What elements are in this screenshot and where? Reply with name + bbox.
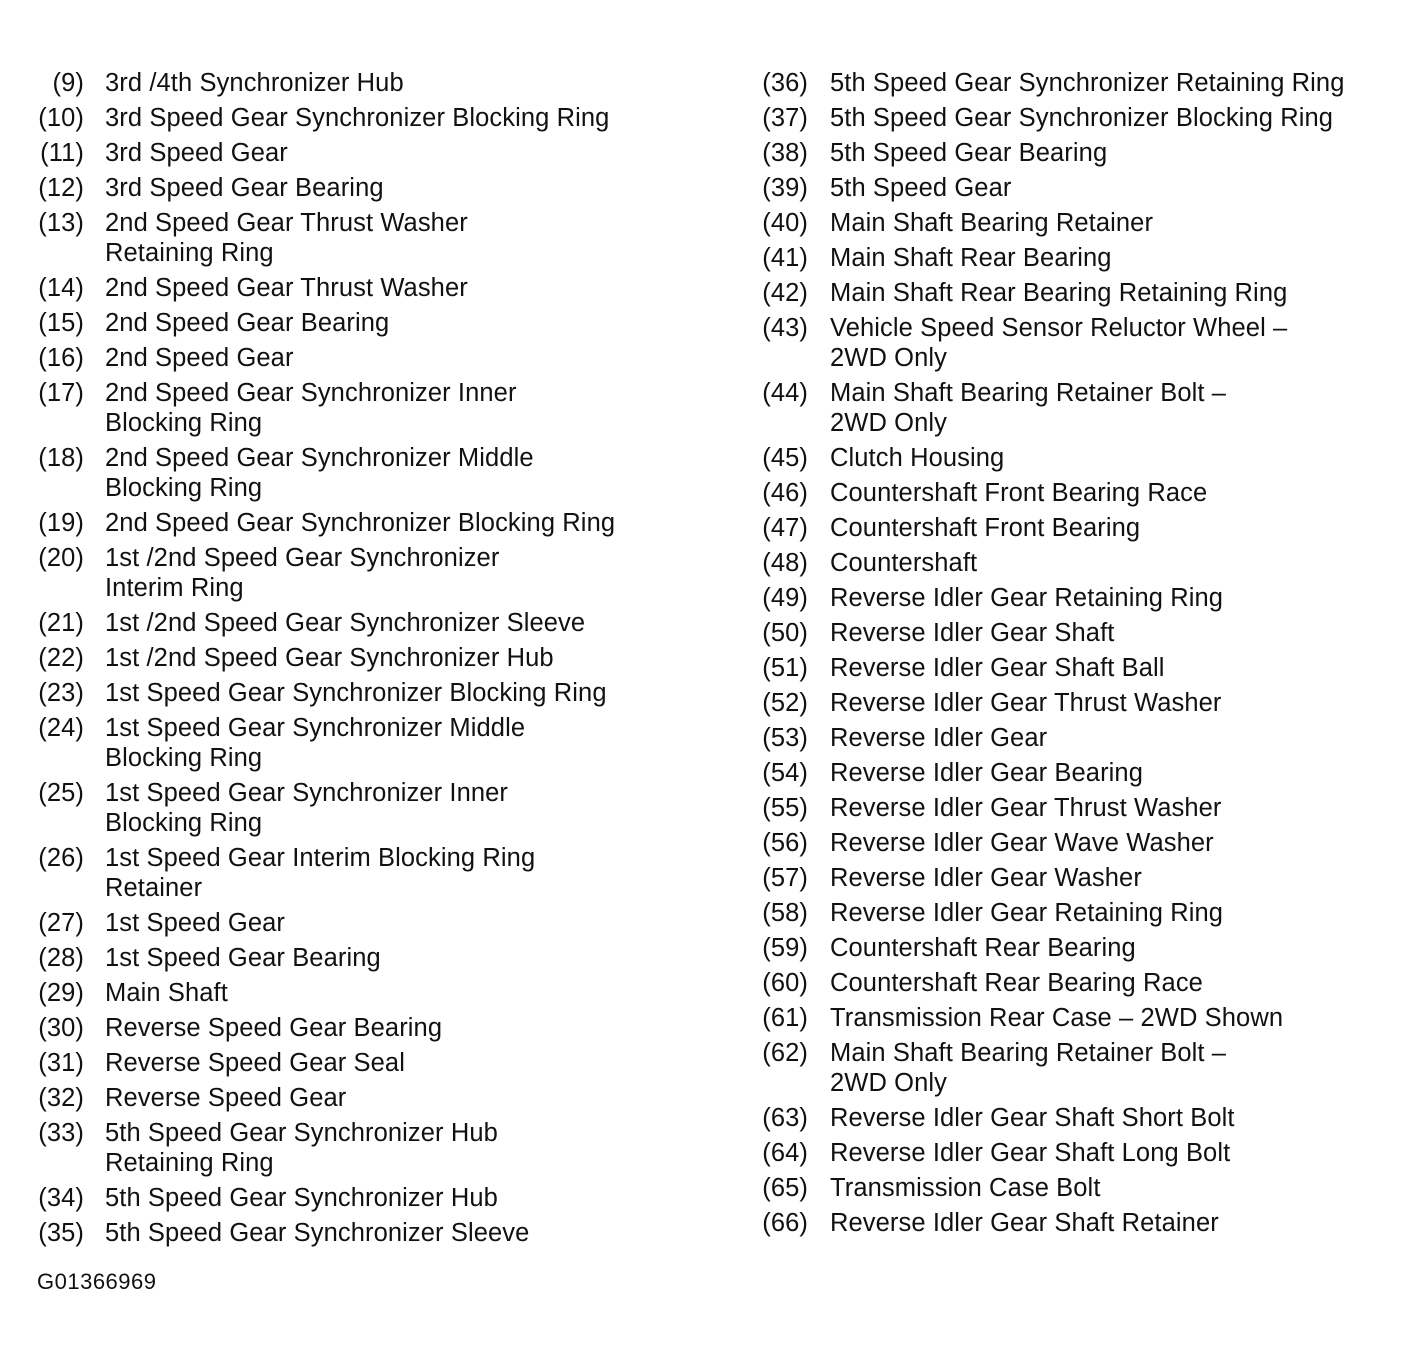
legend-item: [756, 1208, 1396, 1238]
legend-item: [30, 778, 710, 838]
legend-item-label: 2nd Speed Gear Synchronizer Middle Blocking Ring: [105, 444, 534, 502]
legend-item-number: (9): [52, 69, 84, 97]
legend-item-number: (22): [38, 644, 84, 672]
legend-item-label: Reverse Idler Gear Shaft Long Bolt: [830, 1139, 1231, 1167]
legend-item: [30, 208, 710, 268]
legend-item-number: (41): [762, 244, 808, 272]
legend-item: [30, 713, 710, 773]
legend-item-label: Main Shaft Bearing Retainer Bolt – 2WD Only: [830, 379, 1227, 437]
legend-item-number: (33): [38, 1119, 84, 1147]
legend-item-label: Reverse Speed Gear: [105, 1084, 347, 1112]
legend-item-number: (32): [38, 1084, 84, 1112]
legend-item: [756, 688, 1396, 718]
legend-item-number: (11): [40, 139, 84, 167]
legend-item-number: (17): [38, 379, 84, 407]
legend-item-number: (47): [762, 514, 808, 542]
legend-item-number: (50): [762, 619, 808, 647]
legend-item-number: (42): [762, 279, 808, 307]
legend-item-label: 3rd Speed Gear Bearing: [105, 174, 384, 202]
legend-item-label: Reverse Idler Gear Thrust Washer: [830, 794, 1222, 822]
legend-item: [756, 548, 1396, 578]
legend-item-label: Main Shaft Bearing Retainer: [830, 209, 1154, 237]
legend-item: [756, 478, 1396, 508]
legend-item-label: 1st Speed Gear Synchronizer Inner Blocking Ring: [105, 779, 509, 837]
legend-item: [756, 378, 1396, 438]
legend-item-label: 2nd Speed Gear Synchronizer Inner Blocking Ring: [105, 379, 517, 437]
legend-item-number: (63): [762, 1104, 808, 1132]
legend-item: [756, 653, 1396, 683]
legend-item-label: Vehicle Speed Sensor Reluctor Wheel – 2WD Only: [830, 314, 1288, 372]
legend-item: [30, 678, 710, 708]
legend-item-number: (35): [38, 1219, 84, 1247]
legend-item-label: Reverse Idler Gear Shaft: [830, 619, 1115, 647]
legend-item-label: 2nd Speed Gear Bearing: [105, 309, 390, 337]
legend-item-label: Countershaft Front Bearing Race: [830, 479, 1208, 507]
legend-item-label: Countershaft Rear Bearing Race: [830, 969, 1203, 997]
legend-item-label: 1st Speed Gear: [105, 909, 286, 937]
legend-item-number: (31): [38, 1049, 84, 1077]
legend-item-number: (39): [762, 174, 808, 202]
legend-item: [30, 508, 710, 538]
legend-item: [30, 138, 710, 168]
legend-item: [756, 828, 1396, 858]
legend-item-label: 5th Speed Gear Synchronizer Blocking Ring: [830, 104, 1334, 132]
legend-item: [756, 68, 1396, 98]
legend-item-label: 3rd Speed Gear: [105, 139, 288, 167]
legend-item-label: 1st Speed Gear Synchronizer Blocking Ring: [105, 679, 607, 707]
legend-item-label: 1st /2nd Speed Gear Synchronizer Interim Ring: [105, 544, 500, 602]
legend-item-number: (13): [38, 209, 84, 237]
legend-item-label: 5th Speed Gear Synchronizer Sleeve: [105, 1219, 530, 1247]
legend-item-number: (58): [762, 899, 808, 927]
legend-item: [30, 1048, 710, 1078]
legend-item-number: (18): [38, 444, 84, 472]
legend-item-label: 2nd Speed Gear Synchronizer Blocking Ring: [105, 509, 616, 537]
legend-item: [756, 313, 1396, 373]
legend-item-number: (38): [762, 139, 808, 167]
legend-item-number: (14): [38, 274, 84, 302]
legend-item: [756, 1003, 1396, 1033]
legend-item: [756, 863, 1396, 893]
legend-item-label: 2nd Speed Gear: [105, 344, 294, 372]
legend-item-label: 5th Speed Gear Synchronizer Hub Retaining Ring: [105, 1119, 498, 1177]
legend-item-label: 1st /2nd Speed Gear Synchronizer Sleeve: [105, 609, 586, 637]
legend-item-number: (51): [762, 654, 808, 682]
legend-item: [30, 643, 710, 673]
legend-item: [30, 308, 710, 338]
legend-item-number: (61): [762, 1004, 808, 1032]
legend-item-label: Reverse Speed Gear Bearing: [105, 1014, 443, 1042]
legend-item: [30, 978, 710, 1008]
legend-item: [756, 968, 1396, 998]
legend-item-label: Reverse Idler Gear Thrust Washer: [830, 689, 1222, 717]
legend-item-number: (21): [38, 609, 84, 637]
legend-item-number: (23): [38, 679, 84, 707]
legend-item: [756, 793, 1396, 823]
legend-item-label: Countershaft Front Bearing: [830, 514, 1141, 542]
legend-item: [756, 443, 1396, 473]
legend-item-label: Reverse Speed Gear Seal: [105, 1049, 405, 1077]
legend-item: [756, 173, 1396, 203]
legend-item-number: (20): [38, 544, 84, 572]
legend-item-label: Countershaft: [830, 549, 978, 577]
legend-item: [30, 1013, 710, 1043]
legend-item-label: 1st Speed Gear Bearing: [105, 944, 381, 972]
legend-item-number: (66): [762, 1209, 808, 1237]
legend-item-label: Main Shaft Bearing Retainer Bolt – 2WD Only: [830, 1039, 1227, 1097]
legend-item-number: (55): [762, 794, 808, 822]
legend-item: [30, 443, 710, 503]
legend-item-number: (37): [762, 104, 808, 132]
legend-item-number: (65): [762, 1174, 808, 1202]
legend-item-label: Transmission Case Bolt: [830, 1174, 1101, 1202]
legend-item-label: Reverse Idler Gear Shaft Retainer: [830, 1209, 1219, 1237]
legend-item-number: (52): [762, 689, 808, 717]
legend-item-label: 3rd Speed Gear Synchronizer Blocking Ring: [105, 104, 610, 132]
legend-item: [756, 1138, 1396, 1168]
legend-item-number: (64): [762, 1139, 808, 1167]
legend-item-label: 5th Speed Gear Bearing: [830, 139, 1108, 167]
legend-item: [30, 273, 710, 303]
legend-item-number: (26): [38, 844, 84, 872]
legend-item-number: (36): [762, 69, 808, 97]
legend-item: [756, 618, 1396, 648]
legend-item-number: (56): [762, 829, 808, 857]
legend-item: [756, 1103, 1396, 1133]
legend-item: [756, 1038, 1396, 1098]
legend-item-label: Reverse Idler Gear Washer: [830, 864, 1142, 892]
legend-item-number: (57): [762, 864, 808, 892]
legend-item: [30, 173, 710, 203]
legend-item-label: 5th Speed Gear: [830, 174, 1012, 202]
legend-item: [756, 513, 1396, 543]
legend-item-number: (46): [762, 479, 808, 507]
legend-item: [756, 278, 1396, 308]
legend-item: [756, 723, 1396, 753]
legend-item-label: 3rd /4th Synchronizer Hub: [105, 69, 404, 97]
legend-item: [30, 1118, 710, 1178]
legend-item-number: (30): [38, 1014, 84, 1042]
legend-item-number: (15): [38, 309, 84, 337]
legend-item: [30, 343, 710, 373]
legend-item-number: (53): [762, 724, 808, 752]
legend-column-left: [30, 68, 710, 1253]
legend-item: [756, 583, 1396, 613]
legend-item: [30, 1083, 710, 1113]
legend-item-label: Reverse Idler Gear Shaft Ball: [830, 654, 1165, 682]
legend-item-label: 2nd Speed Gear Thrust Washer: [105, 274, 468, 302]
legend-item: [756, 898, 1396, 928]
legend-item-label: Reverse Idler Gear Retaining Ring: [830, 899, 1224, 927]
legend-item: [756, 933, 1396, 963]
legend-item-number: (25): [38, 779, 84, 807]
legend-item-label: Transmission Rear Case – 2WD Shown: [830, 1004, 1284, 1032]
legend-item: [756, 243, 1396, 273]
legend-item-label: Reverse Idler Gear Retaining Ring: [830, 584, 1224, 612]
legend-item-label: Reverse Idler Gear Bearing: [830, 759, 1143, 787]
legend-item-label: Main Shaft: [105, 979, 228, 1007]
legend-item-label: Reverse Idler Gear: [830, 724, 1048, 752]
legend-item: [30, 103, 710, 133]
legend-item-number: (24): [38, 714, 84, 742]
legend-item: [30, 908, 710, 938]
legend-item: [30, 1183, 710, 1213]
legend-item-number: (19): [38, 509, 84, 537]
legend-item-number: (44): [762, 379, 808, 407]
legend-item: [756, 138, 1396, 168]
legend-item: [30, 68, 710, 98]
legend-item-label: 1st Speed Gear Interim Blocking Ring Retainer: [105, 844, 536, 902]
legend-item-number: (49): [762, 584, 808, 612]
legend-item-label: Main Shaft Rear Bearing Retaining Ring: [830, 279, 1288, 307]
legend-item: [30, 378, 710, 438]
legend-item-number: (34): [38, 1184, 84, 1212]
legend-item: [30, 543, 710, 603]
legend-item-number: (10): [38, 104, 84, 132]
legend-item-number: (29): [38, 979, 84, 1007]
legend-item-label: 5th Speed Gear Synchronizer Retaining Ring: [830, 69, 1345, 97]
legend-item: [30, 608, 710, 638]
legend-item-label: Clutch Housing: [830, 444, 1005, 472]
legend-item-number: (45): [762, 444, 808, 472]
legend-item-number: (59): [762, 934, 808, 962]
legend-item-label: 5th Speed Gear Synchronizer Hub: [105, 1184, 498, 1212]
legend-item-number: (60): [762, 969, 808, 997]
legend-item-number: (62): [762, 1039, 808, 1067]
legend-item-label: Reverse Idler Gear Wave Washer: [830, 829, 1214, 857]
legend-item-label: 1st /2nd Speed Gear Synchronizer Hub: [105, 644, 554, 672]
legend-item: [756, 103, 1396, 133]
legend-item: [30, 943, 710, 973]
legend-item-number: (40): [762, 209, 808, 237]
legend-item: [756, 208, 1396, 238]
legend-item-number: (43): [762, 314, 808, 342]
legend-item-number: (16): [38, 344, 84, 372]
legend-item-label: 1st Speed Gear Synchronizer Middle Blocking Ring: [105, 714, 526, 772]
legend-item: [756, 1173, 1396, 1203]
legend-item: [30, 843, 710, 903]
legend-item-number: (28): [38, 944, 84, 972]
legend-item-label: Main Shaft Rear Bearing: [830, 244, 1112, 272]
legend-item-label: 2nd Speed Gear Thrust Washer Retaining Ring: [105, 209, 468, 267]
legend-item-label: Reverse Idler Gear Shaft Short Bolt: [830, 1104, 1235, 1132]
legend-column-right: [756, 68, 1396, 1243]
legend-item: [756, 758, 1396, 788]
legend-item-number: (12): [38, 174, 84, 202]
figure-id: G01366969: [37, 1269, 157, 1294]
legend-item-number: (54): [762, 759, 808, 787]
legend-item-label: Countershaft Rear Bearing: [830, 934, 1136, 962]
legend-item-number: (27): [38, 909, 84, 937]
legend-item-number: (48): [762, 549, 808, 577]
legend-item: [30, 1218, 710, 1248]
